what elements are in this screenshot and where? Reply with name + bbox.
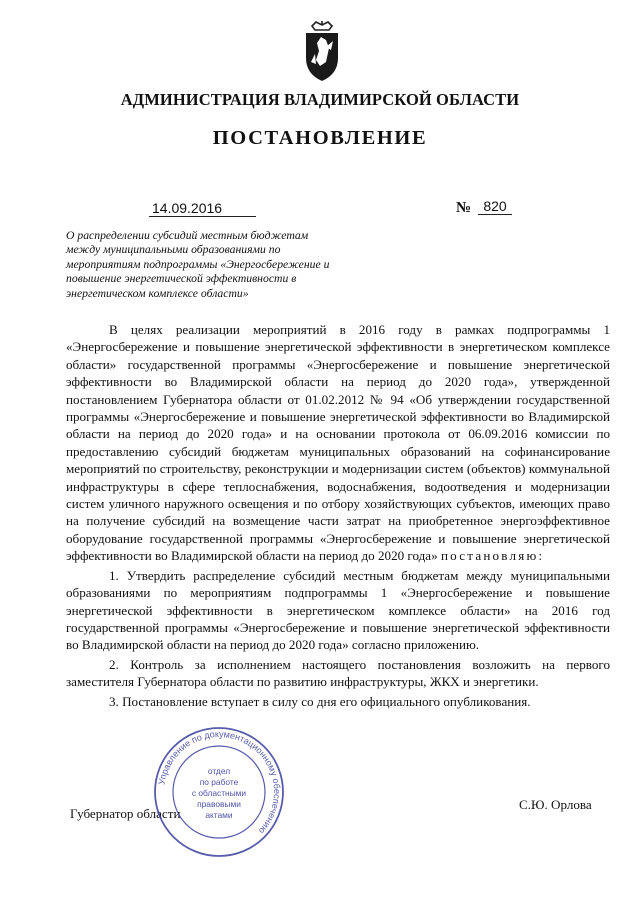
subject-line: между муниципальными образованиями по — [66, 243, 281, 257]
coat-of-arms-icon — [298, 20, 346, 84]
number-label: № — [456, 200, 472, 216]
preamble-paragraph — [66, 321, 610, 565]
clause-2: 2. Контроль за исполнением настоящего постановления возложить на первого заместителя Губернатора области по развитию инфраструктуры, ЖКХ и энергетики. — [66, 656, 610, 690]
stamp-seal — [151, 724, 287, 860]
organization-title: АДМИНИСТРАЦИЯ ВЛАДИМИРСКОЙ ОБЛАСТИ — [120, 90, 520, 109]
svg-text:отдел: отдел — [207, 766, 231, 776]
svg-text:по работе: по работе — [199, 777, 239, 787]
signatory-name: С.Ю. Орлова — [519, 797, 592, 812]
resolve-word: постановляю: — [440, 548, 545, 564]
document-date: 14.09.2016 — [149, 201, 256, 217]
signatory-position: Губернатор области — [70, 806, 181, 821]
clause-1: 1. Утвердить распределение субсидий местным бюджетам между муниципальными образованиями по мероприятиям подпрограммы 1 «Энергосбережение и повышение энергетической эффективности в энергетическом комплексе области» на 2016 год государственной программы «Энергосбережение и повышение энергетической эффективности во Владимирской области на период до 2020 года» согласно приложению. — [66, 567, 610, 653]
subject-line: повышение энергетической эффективности в — [66, 272, 297, 286]
subject-line: О распределении субсидий местным бюджетам — [66, 229, 309, 242]
document-body — [66, 321, 610, 712]
svg-text:актами: актами — [205, 810, 233, 820]
preamble-text: В целях реализации мероприятий в 2016 году в рамках подпрограммы 1 «Энергосбережение и повышение энергетической эффективности в энергетическом комплексе области» государственной программы «Энергосбережение и повышение энергетической эффективности во Владимирской области на период до 2020 года», утвержденной постановлением Губернатора области от 01.02.2012 № 94 «Об утверждении государственной программы «Энергосбережение и повышение энергетической эффективности во Владимирской области на период до 2020 года» и на основании протокола от 06.09.2016 комиссии по предоставлению субсидий бюджетам муниципальных образований на софинансирование мероприятий по строительству, реконструкции и модернизации систем (объектов) коммунальной инфраструктуры в сфере теплоснабжения, водоснабжения, водоотведения и модернизации систем уличного наружного освещения и по отбору хозяйствующих субъектов, имеющих право на получение субсидий на возмещение части затрат на приобретенное энергоэффективное оборудование государственной программы «Энергосбережение и повышение энергетической эффективности во Владимирской области на период до 2020 года» — [66, 322, 610, 564]
svg-text:Управление по документационном: Управление по документационному обеспечению — [156, 728, 283, 836]
clause-3: 3. Постановление вступает в силу со дня его официального опубликования. — [109, 693, 531, 709]
svg-text:правовыми: правовыми — [197, 799, 241, 809]
subject-line: энергетическом комплексе области» — [66, 286, 249, 300]
document-number: 820 — [478, 199, 512, 215]
document-type-title: ПОСТАНОВЛЕНИЕ — [212, 127, 428, 149]
subject-line: мероприятиям подпрограммы «Энергосбережение и — [66, 257, 330, 271]
svg-text:с областными: с областными — [191, 788, 247, 798]
document-subject — [66, 229, 366, 301]
